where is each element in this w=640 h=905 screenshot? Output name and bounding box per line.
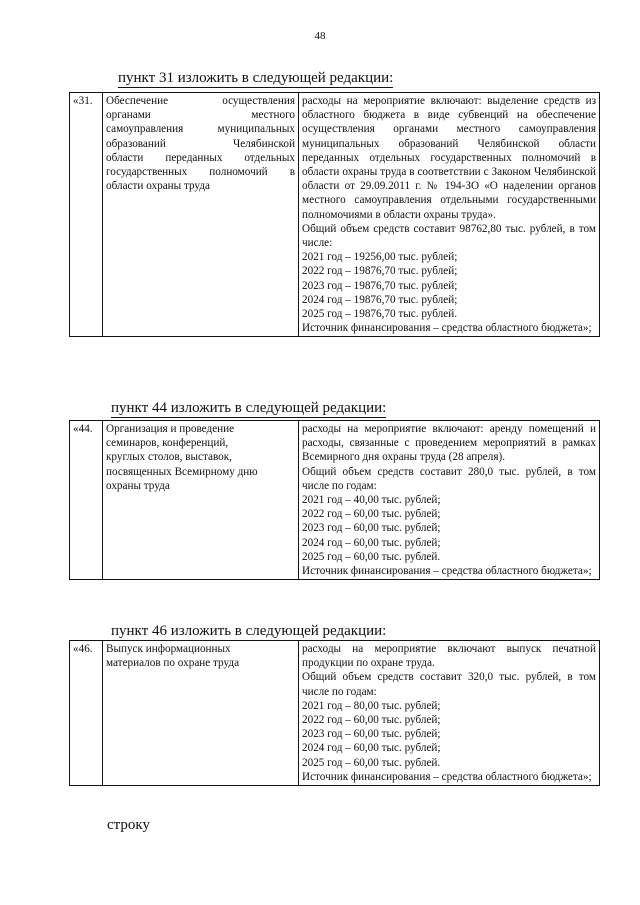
section-heading-44 [111,400,386,416]
item-description-cell [299,641,600,786]
item-name-line: области охраны труда [106,180,210,193]
item-number: «44. [70,421,103,580]
amendment-table-31 [69,92,600,337]
year-amount: 2022 год – 60,00 тыс. рублей; [302,508,441,521]
description-text: расходы на мероприятие включают: аренду помещений и расходы, связанные с проведением мероприятий в рамках Всемирного дня охраны труда (28 апреля). [302,423,596,464]
year-amount: 2023 год – 60,00 тыс. рублей; [302,522,441,535]
item-description-cell [299,421,600,580]
item-name-line: семинаров, конференций, [106,437,229,450]
item-name-line: Организация и проведение [106,423,235,435]
year-amount: 2025 год – 60,00 тыс. рублей. [302,756,441,769]
heading-text: пункт 46 изложить в следующей редакции: [111,623,387,639]
amendment-table-46 [69,640,600,786]
description-text: расходы на мероприятие включают: выделение средств из областного бюджета в виде субвенций на обеспечение осуществления органами местного самоуправления муниципальных образований Челябинской области переданных отдельных государственных полномочий в области охраны труда в соответствии с Законом Челябинской области от 29.09.2011 г. № 194-ЗО «О наделении органов местного самоуправления отдельными государственными полномочиями в области охраны труда». [302,95,596,221]
year-amount: 2022 год – 19876,70 тыс. рублей; [302,265,458,278]
item-name-line: круглых столов, выставок, [106,451,232,464]
total-amount: Общий объем средств составит 98762,80 тыс. рублей, в том числе: [302,222,596,250]
total-amount: Общий объем средств составит 320,0 тыс. рублей, в том числе по годам: [302,671,596,698]
item-name-line: области переданных отдельных [106,151,295,164]
item-number: «46. [70,641,103,786]
year-amount: 2024 год – 19876,70 тыс. рублей; [302,293,458,306]
item-name-line: посвященных Всемирному дню [106,465,258,478]
item-name-line: органами местного [106,109,295,122]
item-name-line: самоуправления муниципальных [106,123,295,136]
item-name-line: Обеспечение осуществления [106,95,295,107]
section-heading-46 [111,623,386,639]
year-amount: 2023 год – 19876,70 тыс. рублей; [302,279,458,292]
page-number: 48 [314,30,326,42]
item-name-cell [103,421,299,580]
amendment-table-44 [69,420,600,580]
heading-text: пункт 31 изложить в следующей редакции: [118,70,394,86]
year-amount: 2023 год – 60,00 тыс. рублей; [302,728,441,741]
footer-word: строку [107,817,150,833]
year-amount: 2025 год – 60,00 тыс. рублей. [302,550,441,563]
funding-source: Источник финансирования – средства областного бюджета»; [302,322,592,335]
item-name-line: государственных полномочий в [106,166,295,179]
item-name-cell [103,641,299,786]
year-amount: 2025 год – 19876,70 тыс. рублей. [302,308,457,321]
item-number: «31. [70,93,103,337]
funding-source: Источник финансирования – средства областного бюджета»; [302,770,592,783]
item-name-cell [103,93,299,337]
year-amount: 2021 год – 40,00 тыс. рублей; [302,494,441,507]
heading-text: пункт 44 изложить в следующей редакции: [111,400,387,416]
item-description-cell [299,93,600,337]
section-heading-31 [118,70,393,86]
year-amount: 2024 год – 60,00 тыс. рублей; [302,742,441,755]
table-row [70,93,600,337]
item-name-line: образований Челябинской [106,137,295,150]
year-amount: 2021 год – 19256,00 тыс. рублей; [302,251,458,264]
table-row [70,421,600,580]
description-text: расходы на мероприятие включают выпуск печатной продукции по охране труда. [302,643,596,670]
year-amount: 2022 год – 60,00 тыс. рублей; [302,714,441,727]
item-name-line: Выпуск информационных [106,643,231,655]
funding-source: Источник финансирования – средства областного бюджета»; [302,565,592,578]
item-name-line: охраны труда [106,479,170,492]
total-amount: Общий объем средств составит 280,0 тыс. рублей, в том числе по годам: [302,465,596,492]
year-amount: 2021 год – 80,00 тыс. рублей; [302,699,441,712]
item-name-line: материалов по охране труда [106,657,240,670]
year-amount: 2024 год – 60,00 тыс. рублей; [302,536,441,549]
table-row [70,641,600,786]
